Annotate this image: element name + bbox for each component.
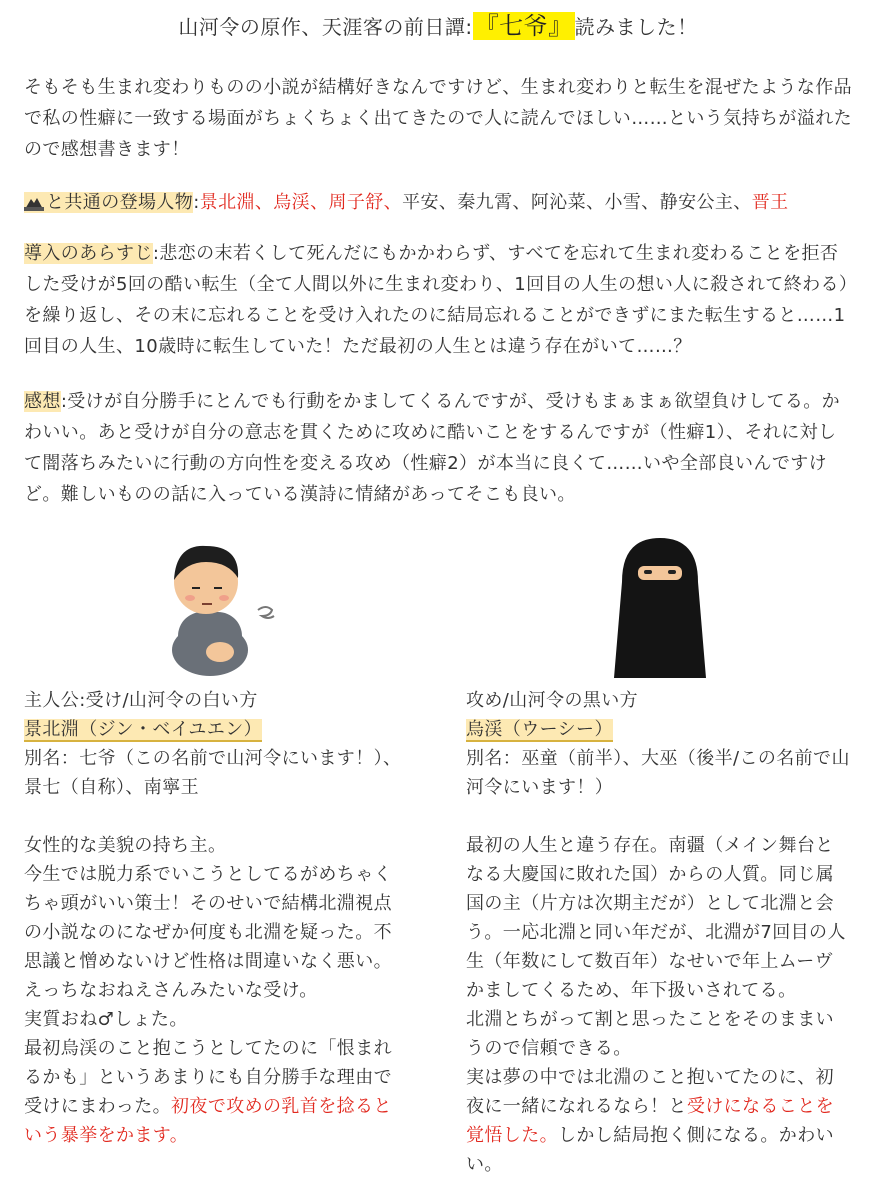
- characters-sep-2: 、: [733, 192, 752, 213]
- partner-column: [466, 686, 850, 1179]
- protagonist-desc-3: えっちなおねえさんみたいな受け。: [24, 980, 318, 1001]
- partner-alias: 別名：巫童（前半）、大巫（後半/この名前で山河令にいます！）: [466, 748, 850, 798]
- protagonist-desc-1: 女性的な美貌の持ち主。: [24, 835, 227, 856]
- title-highlight: 『七爷』: [474, 12, 573, 40]
- title-prefix: 山河令の原作、天涯客の前日譚:: [178, 15, 473, 39]
- characters-red-names: 景北淵、烏渓、周子舒: [199, 192, 384, 213]
- impression-text: :受けが自分勝手にとんでも行動をかましてくるんですが、受けもまぁまぁ欲望負けしてる。かわいい。あと受けが自分の意志を貫くために攻めに酷いことをするんですが（性癖1）、それに対して闇落ちみたいに行動の方向性を変える攻め（性癖2）が本当に良くて……いや全部良いんですけど。難しいものの話に入っている漢詩に情緒があってそこも良い。: [24, 391, 841, 505]
- protagonist-alias: 別名：七爷（この名前で山河令にいます！）、景七（自称）、南寧王: [24, 748, 402, 798]
- spacer: [466, 802, 850, 831]
- characters-line: [24, 187, 854, 221]
- characters-colon: :: [193, 192, 200, 213]
- synopsis-text: :悲恋の末若くして死んだにもかかわらず、すべてを忘れて生まれ変わることを拒否した受けが5回の酷い転生（全て人間以外に生まれ変わり、1回目の人生の想い人に殺されて終わる）を繰り返し、その末に忘れることを受け入れたのに結局忘れることができずにまた転生すると……1回目の人生、10歳時に転生していた！ただ最初の人生とは違う存在がいて……？: [24, 243, 849, 357]
- characters-label: と共通の登場人物: [46, 192, 194, 213]
- partner-desc-3b: しかし結局抱く側になる。かわいい。: [466, 1125, 834, 1175]
- partner-name: 烏渓（ウーシー）: [466, 719, 613, 740]
- characters-label-wrap: [24, 192, 193, 213]
- protagonist-desc-5-red: 初夜で攻めの乳首を捻るという暴挙をかます。: [24, 1096, 392, 1146]
- partner-desc-3: [466, 1063, 850, 1179]
- impression-paragraph: [24, 386, 854, 510]
- impression-label: 感想: [24, 391, 61, 412]
- protagonist-name: 景北淵（ジン・ベイユエン）: [24, 719, 263, 740]
- synopsis-label: 導入のあらすじ: [24, 243, 153, 264]
- characters-sep-1: 、: [383, 192, 403, 213]
- protagonist-desc-5: [24, 1034, 404, 1150]
- characters-red-name-2: 晋王: [751, 192, 789, 213]
- spacer: [24, 802, 404, 831]
- protagonist-column: [24, 686, 404, 1150]
- partner-desc-3-red: 受けになることを覚悟した。: [466, 1096, 835, 1146]
- intro-paragraph: そもそも生まれ変わりものの小説が結構好きなんですけど、生まれ変わりと転生を混ぜたような作品で私の性癖に一致する場面がちょくちょく出てきたので人に読んでほしい……という気持ちが溢れたので感想書きます！: [24, 77, 852, 160]
- partner-desc-2: 北淵とちがって割と思ったことをそのままいうので信頼できる。: [466, 1009, 834, 1059]
- protagonist-role: 主人公:受け/山河令の白い方: [24, 690, 258, 711]
- mountain-icon: [24, 190, 44, 221]
- protagonist-desc-2: 今生では脱力系でいこうとしてるがめちゃくちゃ頭がいい策士！そのせいで結構北淵視点の小説なのになぜか何度も北淵を疑った。不思議と憎めないけど性格は間違いなく悪い。: [24, 864, 392, 972]
- page-title: [0, 12, 876, 41]
- partner-illustration: [612, 534, 708, 684]
- partner-desc-1: 最初の人生と違う存在。南疆（メイン舞台となる大慶国に敗れた国）からの人質。同じ属国の主（片方は次期主だが）として北淵と会う。一応北淵と同い年だが、北淵が7回目の人生（年数にして数百年）なせいで年上ムーヴかましてくるため、年下扱いされてる。: [466, 835, 846, 1001]
- protagonist-desc-4: 実質おね♂しょた。: [24, 1009, 188, 1030]
- partner-desc-3a: 実は夢の中では北淵のこと抱いてたのに、初夜に一緒になれるなら！と: [466, 1067, 834, 1117]
- partner-role: 攻め/山河令の黒い方: [466, 690, 639, 711]
- protagonist-desc-5-text: 最初烏渓のこと抱こうとしてたのに「恨まれるかも」というあまりにも自分勝手な理由で受けにまわった。: [24, 1038, 392, 1117]
- title-suffix: 読みました！: [574, 15, 698, 39]
- protagonist-illustration: [158, 532, 288, 681]
- characters-plain-names: 平安、秦九霄、阿沁菜、小雪、静安公主: [402, 192, 734, 213]
- synopsis-paragraph: [24, 238, 854, 362]
